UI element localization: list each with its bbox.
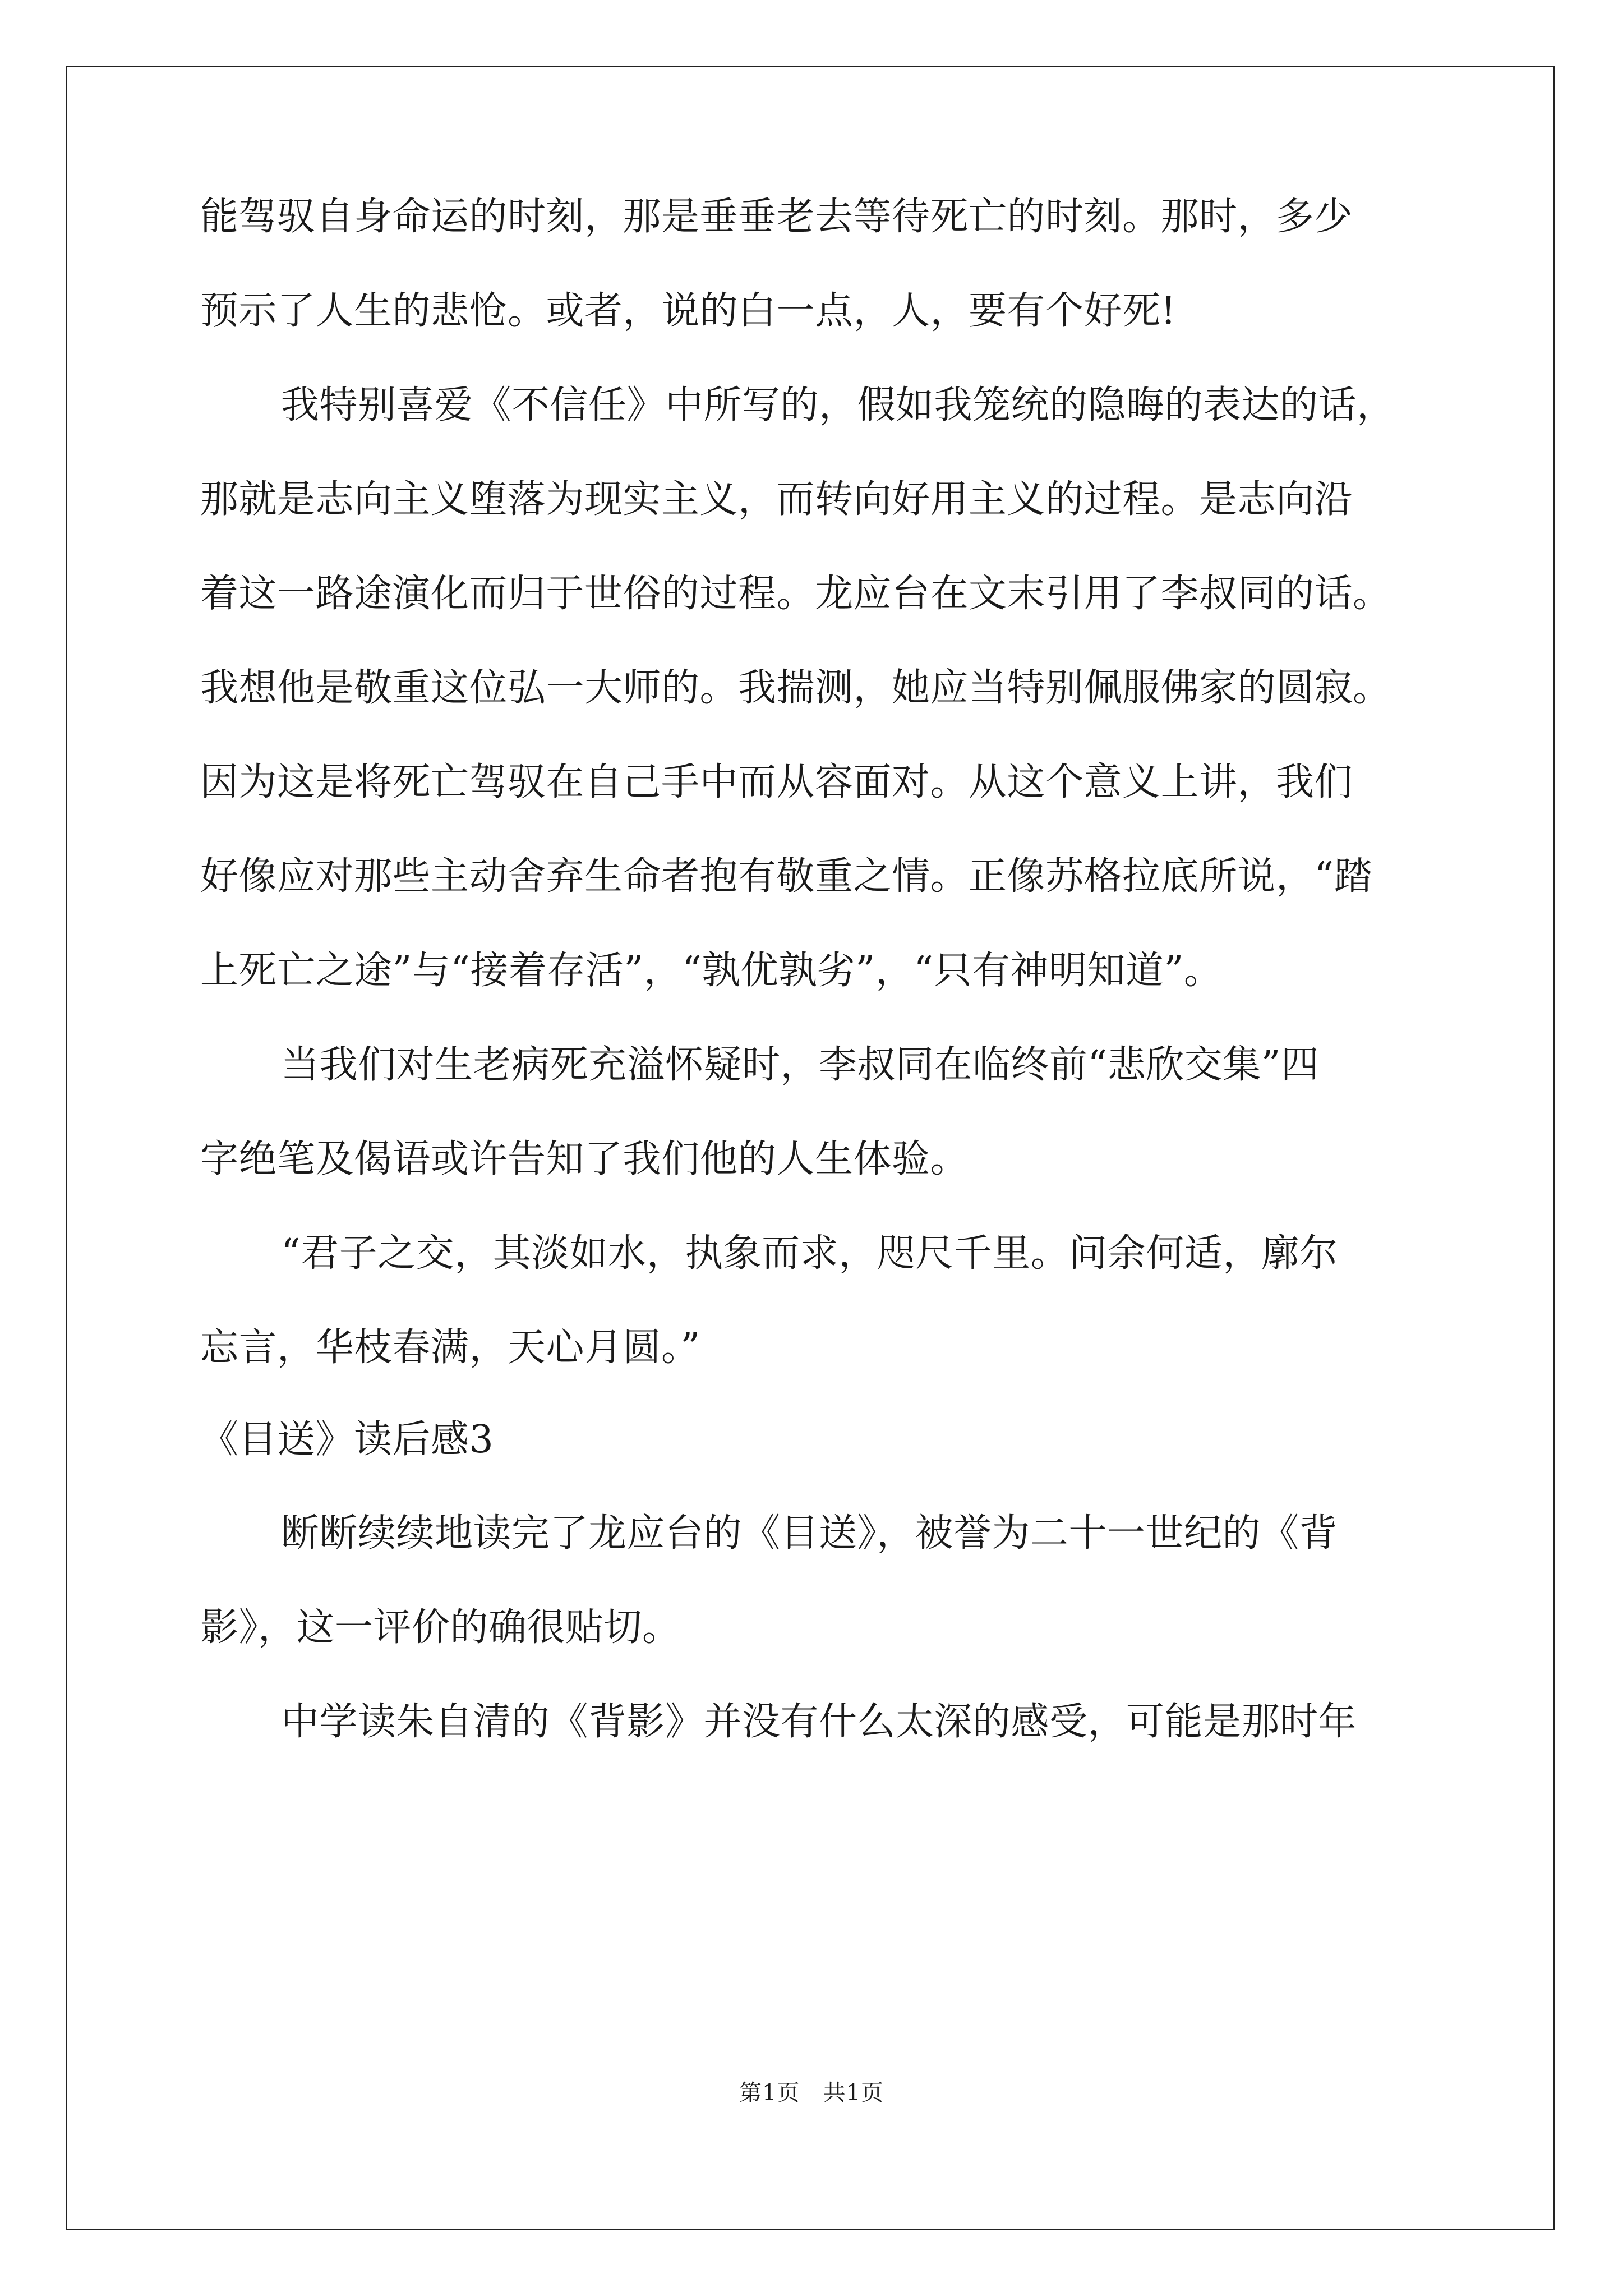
paragraph-start: 断断续续地读完了龙应台的《目送》，被誉为二十一世纪的《背 — [281, 1511, 1338, 1556]
text-line: 影》，这一评价的确很贴切。 — [200, 1605, 681, 1650]
text-line: 我想他是敬重这位弘一大师的。我揣测，她应当特别佩服佛家的圆寂。 — [200, 666, 1391, 710]
paragraph-start: 我特别喜爱《不信任》中所写的，假如我笼统的隐晦的表达的话， — [281, 383, 1395, 427]
text-line: 忘言，华枝春满，天心月圆。” — [200, 1326, 700, 1370]
text-line: 字绝笔及偈语或许告知了我们他的人生体验。 — [200, 1137, 969, 1181]
paragraph-start: 当我们对生老病死充溢怀疑时，李叔同在临终前“悲欣交集”四 — [281, 1043, 1320, 1087]
text-line: 着这一路途演化而归于世俗的过程。龙应台在文末引用了李叔同的话。 — [200, 572, 1391, 616]
text-line: 那就是志向主义堕落为现实主义，而转向好用主义的过程。是志向沿 — [200, 477, 1353, 522]
section-heading: 《目送》读后感3 — [200, 1418, 494, 1462]
text-line: 预示了人生的悲怆。或者，说的白一点，人，要有个好死! — [200, 289, 1177, 333]
page-number-footer: 第1页 共1页 — [739, 2080, 884, 2106]
text-line: 因为这是将死亡驾驭在自己手中而从容面对。从这个意义上讲，我们 — [200, 760, 1353, 804]
text-line: 能驾驭自身命运的时刻，那是垂垂老去等待死亡的时刻。那时，多少 — [200, 195, 1353, 239]
text-line: 好像应对那些主动舍弃生命者抱有敬重之情。正像苏格拉底所说，“踏 — [200, 854, 1373, 899]
paragraph-start: “君子之交，其淡如水，执象而求，咫尺千里。问余何适，廓尔 — [281, 1231, 1338, 1276]
paragraph-start: 中学读朱自清的《背影》并没有什么太深的感受，可能是那时年 — [281, 1700, 1357, 1744]
text-line: 上死亡之途”与“接着存活”，“孰优孰劣”，“只有神明知道”。 — [200, 949, 1223, 993]
